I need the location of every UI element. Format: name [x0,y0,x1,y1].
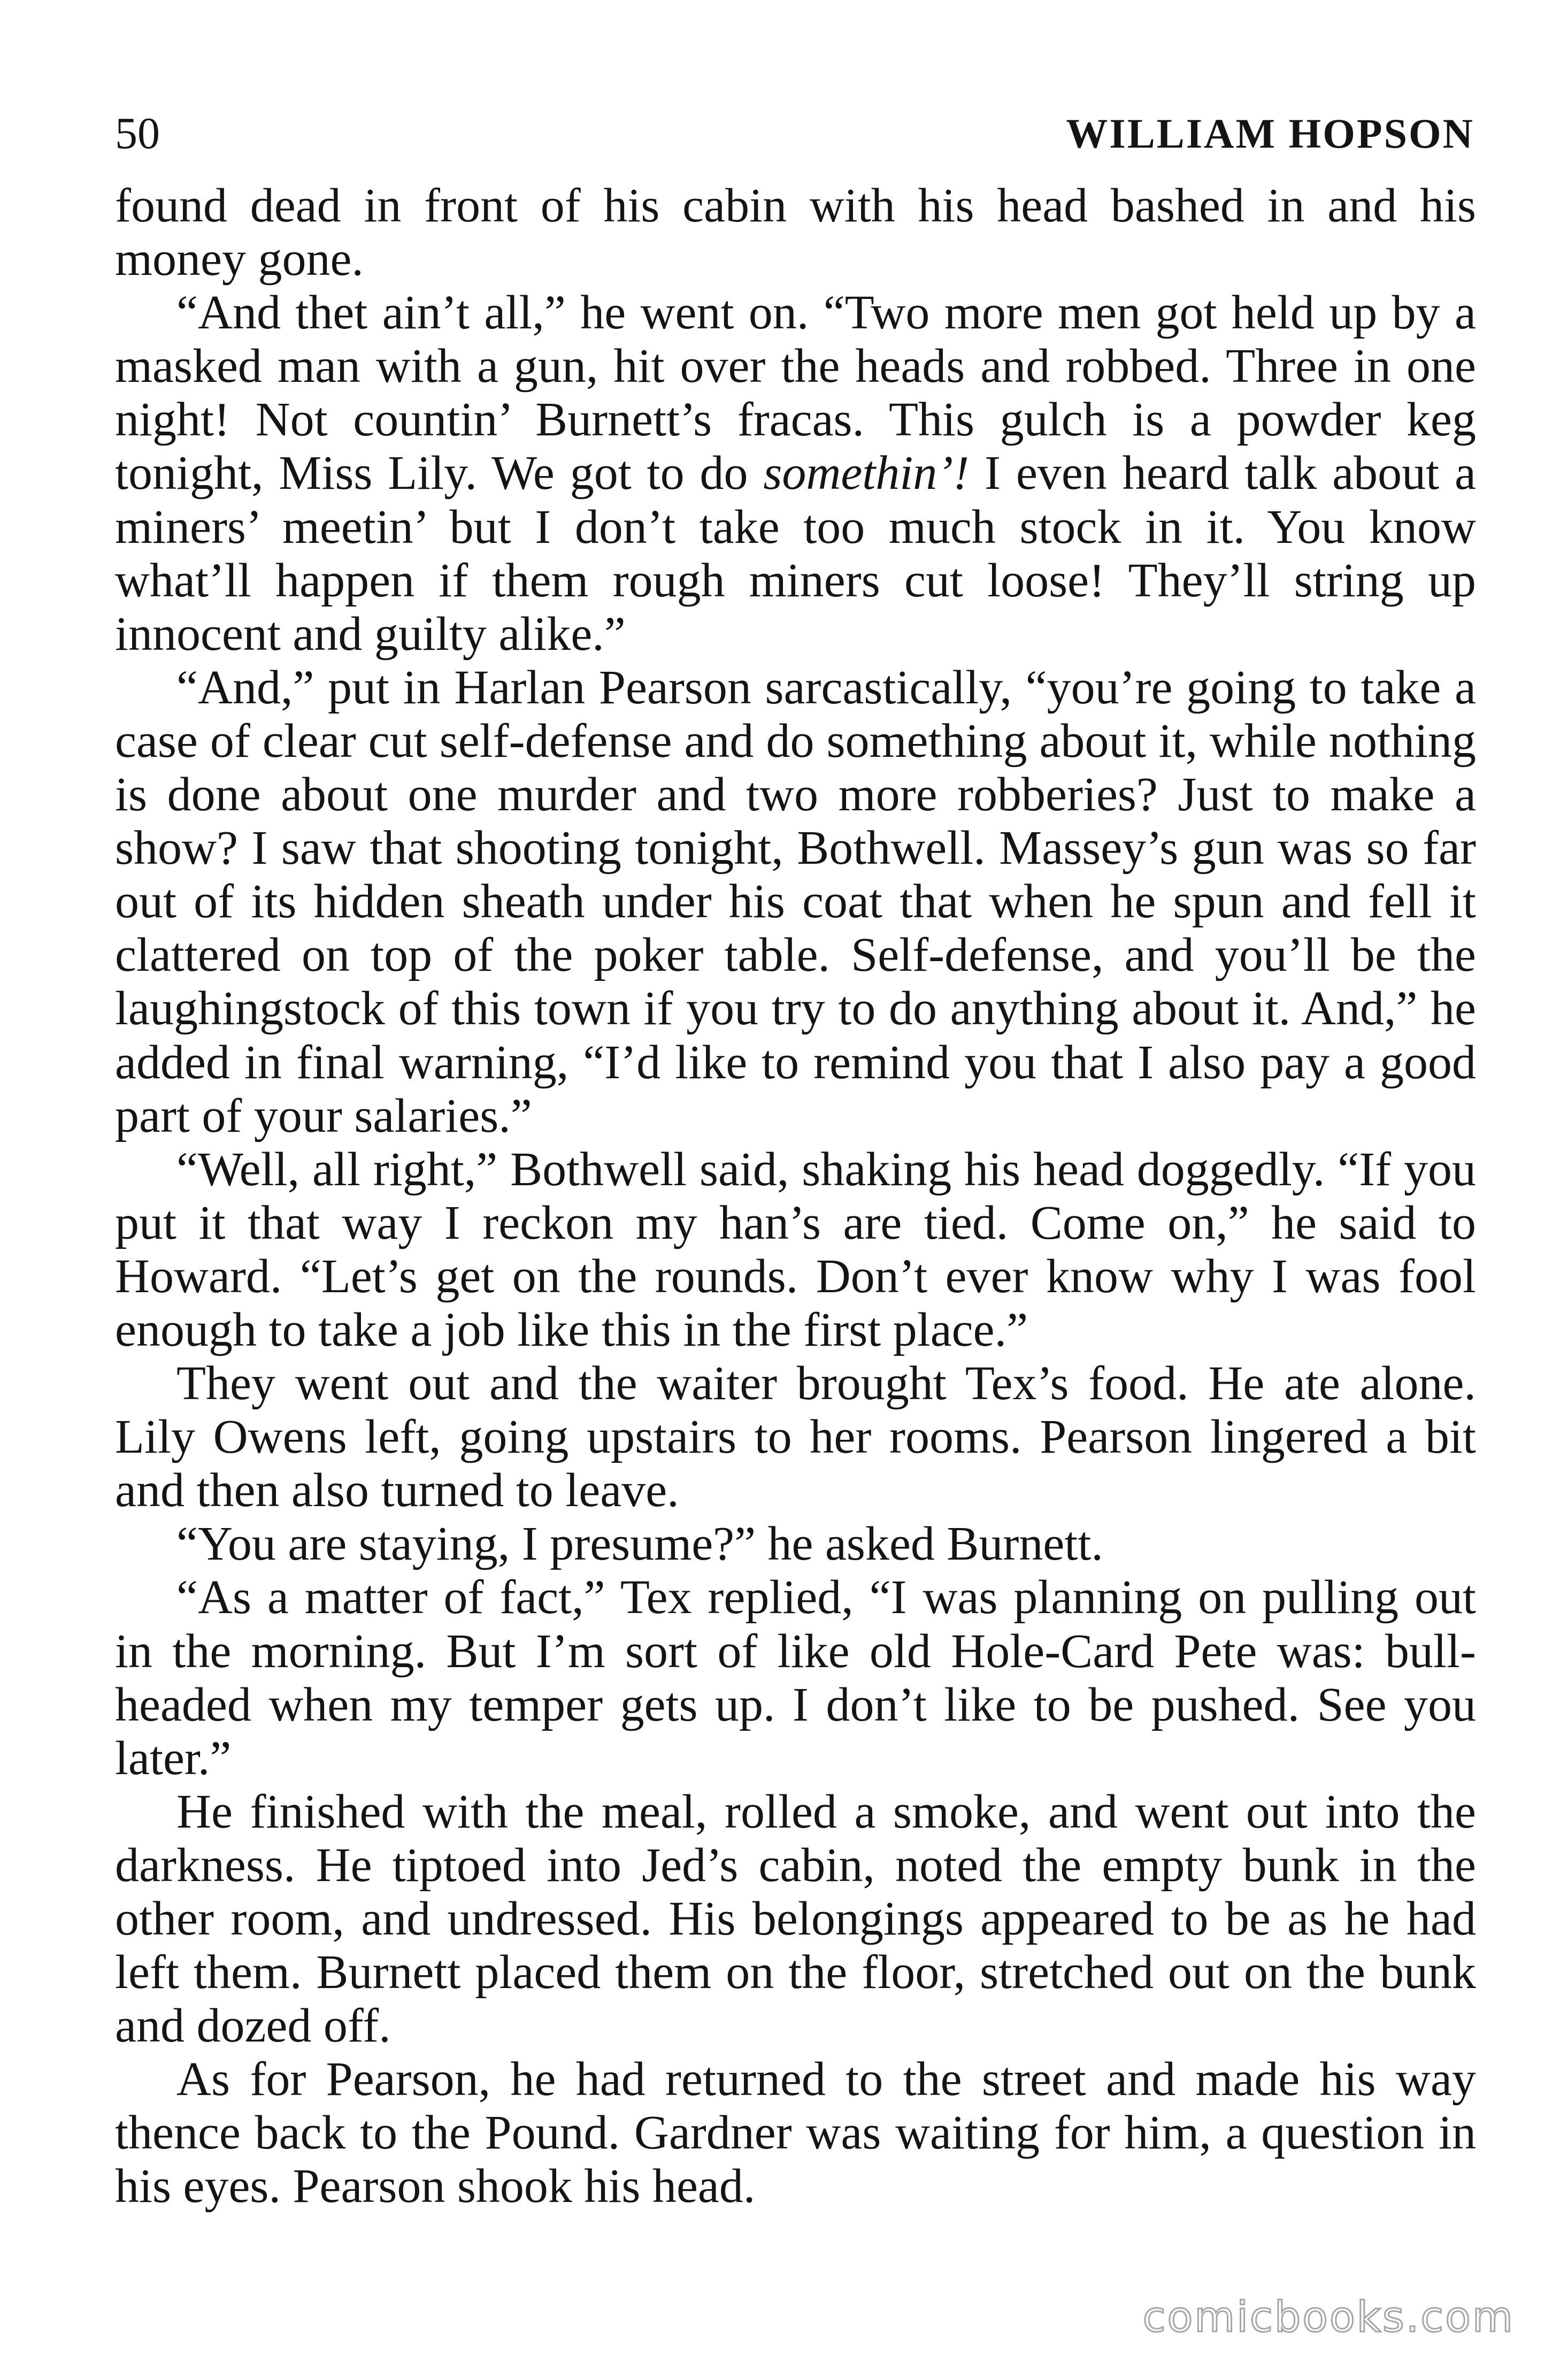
paragraph-2-text: “And thet ain’t all,” he went on. “Two more men got held up by a masked man with a gun, hit over the heads and robbed. Three in one night! Not countin’ Burnett’s fracas. This gulch is a powder keg tonight, Miss Lily. We got to do [115,286,1476,500]
paragraph-2-after: I even heard talk about a miners’ meetin’ but I don’t take too much stock in it. You know what’ll happen if them rough miners cut loose! They’ll string up innocent and guilty alike.” [115,447,1476,661]
paragraph-8 [115,1785,1476,2053]
running-head-author: WILLIAM HOPSON [1066,110,1474,157]
paragraph-2 [115,286,1476,661]
paragraph-5-text: They went out and the waiter brought Tex’s food. He ate alone. Lily Owens left, going upstairs to her rooms. Pearson lingered a bit and then also turned to leave. [115,1357,1476,1517]
paragraph-2-italic: somethin’! [763,447,970,500]
watermark: comicbooks.com [1142,2293,1515,2342]
page-header [115,104,1474,163]
paragraph-6-text: “You are staying, I presume?” he asked Burnett. [176,1517,1103,1571]
paragraph-7 [115,1571,1476,1785]
paragraph-1-text: found dead in front of his cabin with his head bashed in and his money gone. [115,179,1476,286]
paragraph-9 [115,2053,1476,2213]
paragraph-9-text: As for Pearson, he had returned to the street and made his way thence back to the Pound. Gardner was waiting for him, a question in his eyes. Pearson shook his head. [115,2053,1476,2213]
paragraph-8-text: He finished with the meal, rolled a smoke, and went out into the darkness. He tiptoed into Jed’s cabin, noted the empty bunk in the other room, and undressed. His belongings appeared to be as he had left them. Burnett placed them on the floor, stretched out on the bunk and dozed off. [115,1785,1476,2053]
paragraph-7-text: “As a matter of fact,” Tex replied, “I was planning on pulling out in the morning. But I’m sort of like old Hole-Card Pete was: bull-headed when my temper gets up. I don’t like to be pushed. See you later.” [115,1571,1476,1785]
paragraph-3-text: “And,” put in Harlan Pearson sarcastically, “you’re going to take a case of clear cut self-defense and do something about it, while nothing is done about one murder and two more robberies? Just to make a show? I saw that shooting tonight, Bothwell. Massey’s gun was so far out of its hidden sheath under his coat that when he spun and fell it clattered on top of the poker table. Self-defense, and you’ll be the laughingstock of this town if you try to do anything about it. And,” he added in final warning, “I’d like to remind you that I also pay a good part of your salaries.” [115,661,1476,1142]
paragraph-6 [115,1517,1476,1571]
body-text [115,179,1476,2214]
paragraph-4 [115,1143,1476,1357]
paragraph-4-text: “Well, all right,” Bothwell said, shaking his head doggedly. “If you put it that way I reckon my han’s are tied. Come on,” he said to Howard. “Let’s get on the rounds. Don’t ever know why I was fool enough to take a job like this in the first place.” [115,1142,1476,1356]
page-number: 50 [115,109,160,158]
paragraph-1 [115,179,1476,286]
paragraph-5 [115,1357,1476,1517]
paragraph-3 [115,661,1476,1143]
